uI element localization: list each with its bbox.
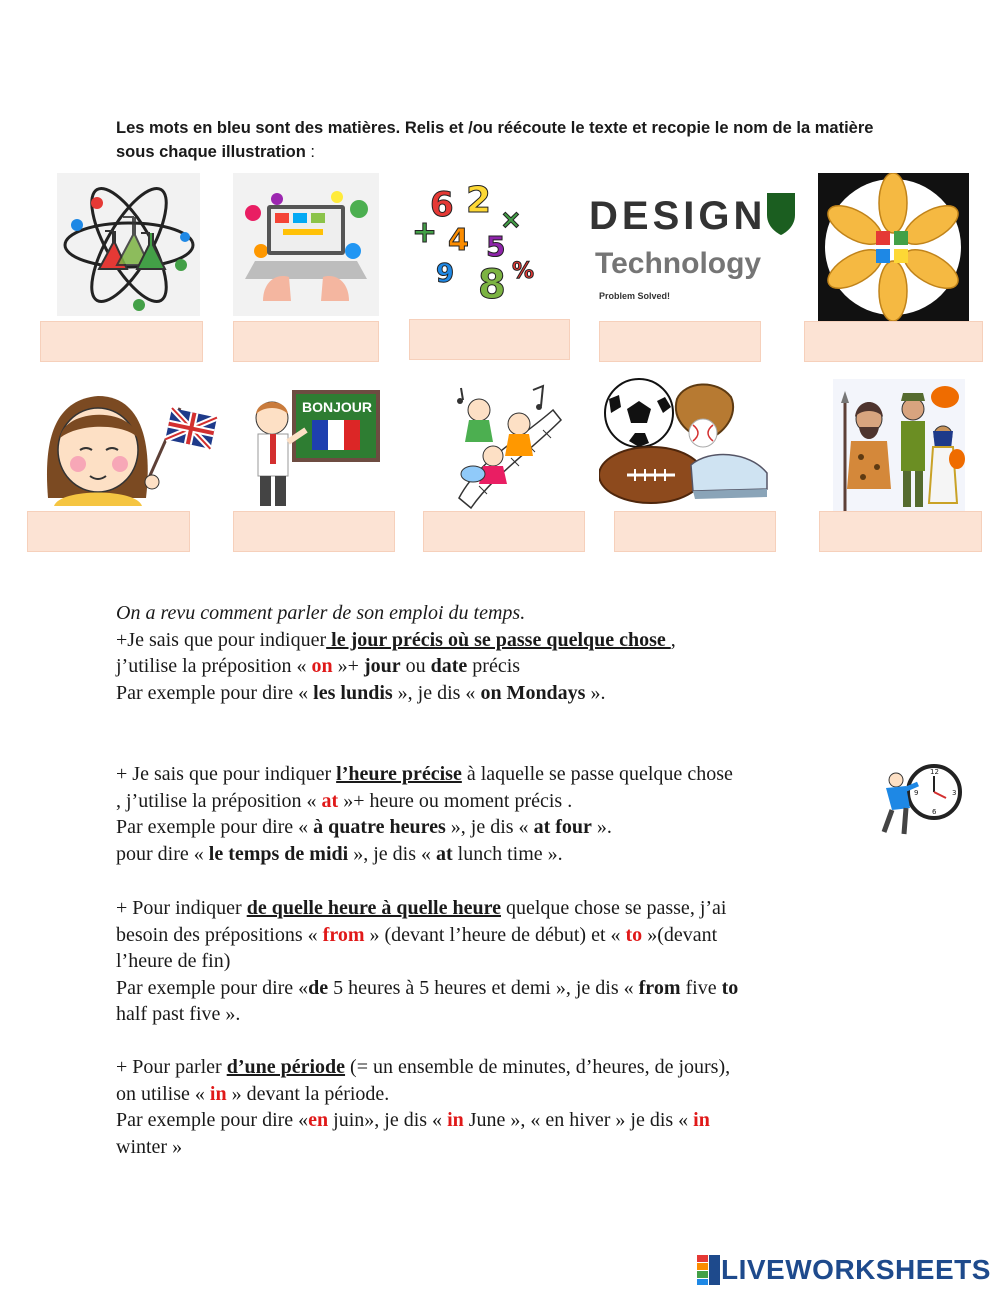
word-to: to (721, 976, 739, 999)
answer-box-10[interactable] (819, 511, 982, 552)
section2-line1 (116, 761, 876, 788)
section2-line4 (116, 841, 876, 868)
text: », je dis « (445, 816, 534, 839)
text: on utilise « (116, 1082, 210, 1105)
text: five (680, 976, 722, 999)
svg-text:9: 9 (436, 259, 455, 289)
preposition-from: from (322, 923, 365, 946)
example-fr: à quatre heures (313, 816, 446, 839)
section3-line2 (116, 922, 876, 949)
section4-line2 (116, 1081, 876, 1108)
text: 5 heures à 5 heures et demi », je dis « (328, 976, 639, 999)
text: quelque chose se passe, j’ai (500, 897, 727, 919)
text: »(devant (642, 923, 718, 946)
section1-line3 (116, 680, 876, 707)
religion-hands-symbols-icon (818, 173, 969, 321)
text: +Je sais que pour indiquer (116, 628, 327, 651)
text: + Pour parler (116, 1056, 227, 1078)
logo-text: LIVEWORKSHEETS (721, 1254, 991, 1285)
preposition-at: at (321, 789, 339, 812)
text: Par exemple pour dire « (116, 816, 314, 839)
section4-line4: winter » (116, 1135, 183, 1158)
text: pour dire « (116, 842, 209, 865)
section4-line1 (116, 1054, 876, 1081)
computing-laptop-icon (233, 173, 379, 316)
key-phrase-heure: l’heure précise (336, 763, 462, 785)
answer-input-6[interactable] (28, 512, 189, 551)
svg-text:6: 6 (430, 185, 454, 225)
answer-box-5[interactable] (804, 321, 983, 362)
word-de: de (308, 976, 329, 999)
answer-box-2[interactable] (233, 321, 379, 362)
answer-input-8[interactable] (424, 512, 584, 551)
word-date: date (430, 655, 468, 678)
answer-input-10[interactable] (820, 512, 981, 551)
answer-box-6[interactable] (27, 511, 190, 552)
section3-line1 (116, 895, 876, 922)
svg-text:6: 6 (932, 808, 937, 816)
section3-line3: l’heure de fin) (116, 950, 231, 973)
preposition-in: in (693, 1109, 710, 1132)
section1-line1 (116, 627, 876, 654)
text: »+ heure ou moment précis . (338, 789, 573, 812)
preposition-on: on (311, 655, 333, 678)
instructions-text: Les mots en bleu sont des matières. Relis et /ou réécoute le texte et recopie le nom de la matière sous chaque illustration (116, 119, 874, 161)
text: précis (467, 655, 521, 678)
english-girl-uk-flag-icon (40, 388, 220, 506)
svg-text:2: 2 (466, 180, 492, 221)
instructions (116, 116, 906, 164)
text: j’utilise la préposition « (116, 655, 312, 678)
answer-input-3[interactable] (410, 320, 569, 359)
design-word: DESIGN (589, 194, 767, 238)
section3-line5: half past five ». (116, 1003, 241, 1026)
music-children-instruments-icon (449, 380, 564, 510)
answer-input-5[interactable] (805, 322, 982, 361)
design-technology-logo-icon (585, 185, 801, 305)
text: Par exemple pour dire « (116, 1109, 309, 1132)
bonjour-board-text: BONJOUR (302, 399, 373, 415)
example-fr: le temps de midi (208, 842, 349, 865)
text: juin», je dis « (328, 1109, 448, 1132)
section1-intro: On a revu comment parler de son emploi du temps. (116, 602, 526, 624)
text: ». (591, 816, 612, 839)
example-en: at (435, 842, 453, 865)
section3-line4 (116, 975, 876, 1002)
text: » (devant l’heure de début) et « (364, 923, 626, 946)
section-de-a (116, 895, 876, 1028)
preposition-in: in (447, 1109, 464, 1132)
answer-box-7[interactable] (233, 511, 395, 552)
svg-text:3: 3 (952, 789, 957, 797)
section-heure (116, 761, 876, 867)
word-jour: jour (363, 655, 401, 678)
instructions-colon: : (305, 143, 315, 161)
section2-line3 (116, 814, 876, 841)
problem-solved-text: Problem Solved! (599, 291, 671, 301)
text: ». (585, 681, 606, 704)
example-fr: les lundis (313, 681, 393, 704)
technology-word: Technology (595, 247, 762, 280)
svg-text:9: 9 (914, 789, 919, 797)
word-en: en (308, 1109, 329, 1132)
science-atom-flasks-icon (57, 173, 200, 316)
text: à laquelle se passe quelque chose (461, 763, 733, 785)
text: + Pour indiquer (116, 897, 247, 919)
key-phrase-de-a: de quelle heure à quelle heure (246, 897, 501, 919)
text: Par exemple pour dire « (116, 976, 309, 999)
text: (= un ensemble de minutes, d’heures, de jours), (345, 1056, 731, 1078)
key-phrase-periode: d’une période (226, 1056, 346, 1078)
answer-input-9[interactable] (615, 512, 775, 551)
answer-input-7[interactable] (234, 512, 394, 551)
text: June », « en hiver » je dis « (463, 1109, 694, 1132)
svg-text:+: + (412, 215, 438, 250)
svg-text:12: 12 (930, 768, 939, 776)
svg-text:4: 4 (448, 223, 469, 258)
section-periode (116, 1054, 876, 1160)
key-phrase-jour: le jour précis où se passe quelque chose (326, 628, 671, 651)
answer-box-9[interactable] (614, 511, 776, 552)
example-en: at four (533, 816, 592, 839)
liveworksheets-logo-icon (697, 1255, 721, 1285)
answer-input-2[interactable] (234, 322, 378, 361)
history-characters-icon (833, 379, 965, 511)
svg-text:8: 8 (478, 262, 506, 308)
preposition-to: to (625, 923, 643, 946)
example-en: on Mondays (480, 681, 586, 704)
text: », je dis « (348, 842, 436, 865)
svg-text:×: × (500, 205, 522, 235)
svg-text:%: % (512, 259, 535, 284)
text: + Je sais que pour indiquer (116, 763, 337, 785)
text: , (670, 628, 676, 651)
text: » devant la période. (226, 1082, 390, 1105)
answer-input-1[interactable] (41, 322, 202, 361)
liveworksheets-logo (697, 1254, 991, 1286)
preposition-in: in (209, 1082, 227, 1105)
word-from: from (638, 976, 681, 999)
maths-numbers-icon (408, 178, 543, 310)
section4-line3 (116, 1107, 876, 1134)
text: besoin des prépositions « (116, 923, 323, 946)
answer-box-3[interactable] (409, 319, 570, 360)
text: , j’utilise la préposition « (116, 789, 322, 812)
svg-text:5: 5 (486, 230, 506, 263)
answer-box-1[interactable] (40, 321, 203, 362)
sports-balls-icon (599, 377, 773, 511)
answer-input-4[interactable] (600, 322, 760, 361)
answer-box-8[interactable] (423, 511, 585, 552)
text: ou (400, 655, 431, 678)
text: Par exemple pour dire « (116, 681, 314, 704)
text: », je dis « (392, 681, 481, 704)
text: lunch time ». (452, 842, 563, 865)
section2-line2 (116, 788, 876, 815)
clock-man-icon (876, 760, 962, 838)
section-jour (116, 600, 876, 706)
french-teacher-bonjour-icon (250, 388, 380, 510)
answer-box-4[interactable] (599, 321, 761, 362)
text: »+ (332, 655, 364, 678)
section1-line2 (116, 653, 876, 680)
